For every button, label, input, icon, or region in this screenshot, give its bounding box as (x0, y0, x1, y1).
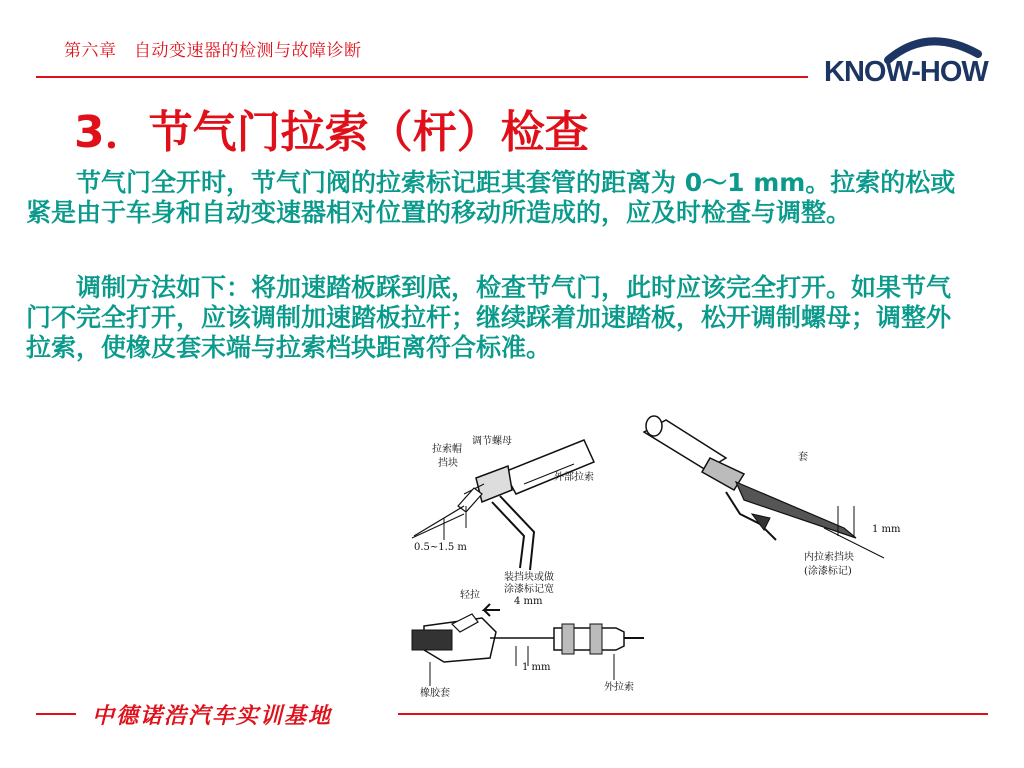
label-pull-light: 轻拉 (460, 590, 480, 601)
label-one-mm-a: 1 mm (872, 524, 901, 535)
label-four-mm: 4 mm (514, 596, 543, 607)
label-paint-mark: (涂漆标记) (804, 566, 852, 577)
label-stop: 挡块 (438, 458, 458, 469)
diagram-bottom (412, 570, 644, 699)
label-outer-cable-b: 外拉索 (604, 682, 634, 693)
know-how-logo (818, 28, 1000, 98)
label-stop-or-paint: 装挡块或做 (504, 572, 554, 583)
label-cap-stop: 拉索帽 (432, 444, 462, 455)
label-sleeve: 套 (798, 452, 808, 463)
label-paint-width: 涂漆标记宽 (504, 584, 554, 595)
diagram-top-right (644, 416, 901, 577)
paragraph-1: 节气门全开时，节气门阀的拉索标记距其套管的距离为 0～1 mm。拉索的松或紧是由于车身和自动变速器相对位置的移动所造成的，应及时检查与调整。 (26, 168, 956, 227)
slide-title: 3．节气门拉索（杆）检查 (74, 107, 589, 158)
paragraph-2: 调制方法如下：将加速踏板踩到底，检查节气门，此时应该完全打开。如果节气门不完全打开，应该调制加速踏板拉杆；继续踩着加速踏板，松开调制螺母；调整外拉索，使橡皮套末端与拉索档块距离符合标准。 (26, 273, 952, 362)
label-outer-cable: 外部拉索 (554, 472, 594, 483)
footer-divider-left (36, 713, 76, 715)
footer-divider-right (398, 713, 988, 715)
throttle-cable-diagram (404, 410, 904, 706)
logo-text: KNOW-HOW (824, 56, 988, 88)
footer-organization: 中德诺浩汽车实训基地 (92, 703, 333, 729)
label-adjust-nut: 调节螺母 (472, 436, 512, 447)
label-inner-stop: 内拉索挡块 (804, 552, 854, 563)
label-one-mm-b: 1 mm (522, 662, 551, 673)
header-divider (36, 76, 808, 78)
chapter-heading: 第六章 自动变速器的检测与故障诊断 (64, 41, 362, 61)
label-gap: 0.5~1.5 m (414, 542, 467, 553)
label-rubber-boot: 橡胶套 (420, 688, 450, 699)
diagram-top-left (412, 434, 594, 570)
